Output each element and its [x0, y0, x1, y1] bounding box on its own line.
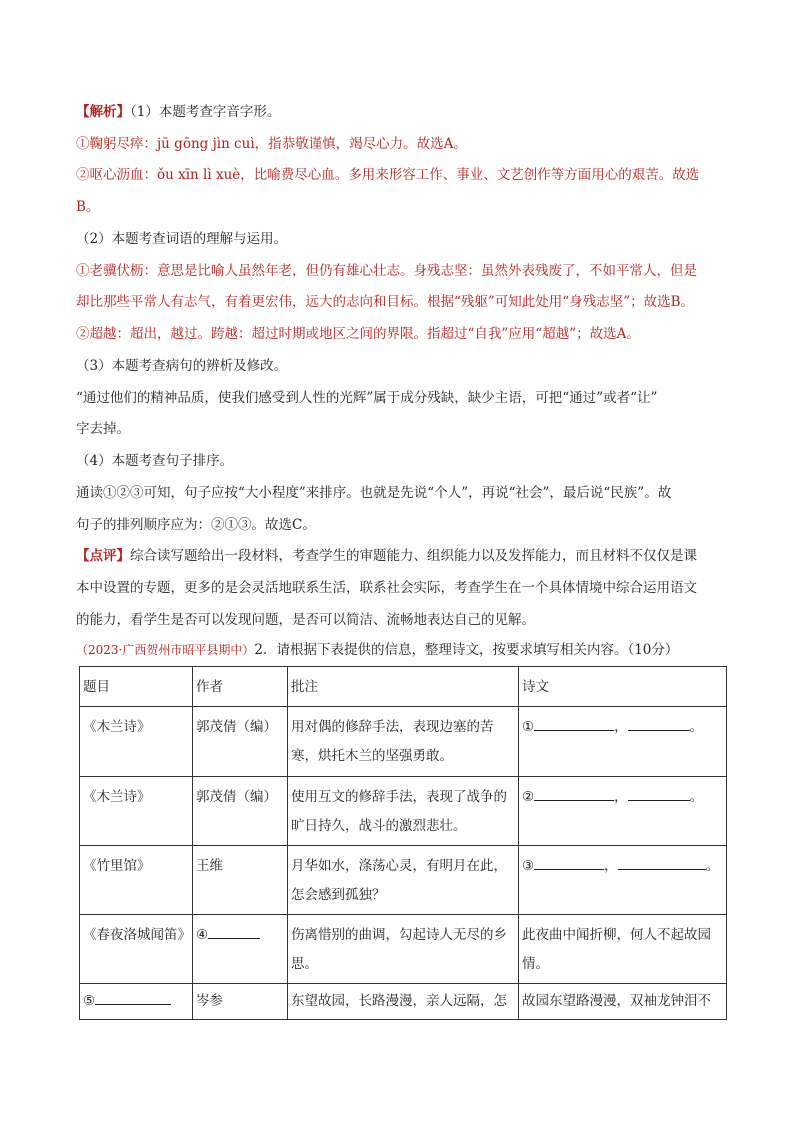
- row3-poem-cell: [519, 846, 727, 915]
- row2-poem-num: ②: [522, 789, 535, 805]
- row2-poem-cell: [519, 777, 727, 846]
- analysis-line-1: [76, 102, 280, 122]
- row1-sep: ，: [614, 719, 628, 735]
- question-source: （2023·广西贺州市昭平县期中）: [76, 643, 255, 657]
- q1-intro: （1）本题考查字音字形。: [130, 104, 281, 120]
- row3-blank-2[interactable]: [618, 855, 706, 870]
- row4-poem: 此夜曲中闻折柳，何人不起故园情。: [519, 915, 727, 984]
- row2-note: 使用互文的修辞手法，表现了战争的旷日持久，战斗的激烈悲壮。: [288, 777, 519, 846]
- q3-intro: （3）本题考查病句的辨析及修改。: [76, 358, 288, 374]
- row1-title: 《木兰诗》: [80, 707, 193, 777]
- row3-blank-1[interactable]: [534, 855, 604, 870]
- analysis-tag: 【解析】: [76, 104, 130, 120]
- row1-author: 郭茂倩（编）: [193, 707, 288, 777]
- comment-line-3: 的能力，看学生是否可以发现问题，是否可以简洁、流畅地表达自己的见解。: [76, 612, 535, 628]
- table-header-row: [80, 667, 727, 707]
- header-author: 作者: [193, 667, 288, 707]
- q4-text-line2: 句子的排列顺序应为：②①③。故选C。: [76, 517, 316, 533]
- q2-answer-a-line2: 却比那些平常人有志气，有着更宏伟，远大的志向和目标。根据“残躯”可知此处用“身残志坚”；故选B。: [76, 294, 695, 310]
- table-row: [80, 777, 727, 846]
- table-row: [80, 984, 727, 1020]
- comment-line-1: [76, 546, 697, 566]
- table-row: [80, 915, 727, 984]
- q3-text-line2: 字去掉。: [76, 421, 130, 437]
- row4-author-num: ④: [196, 927, 209, 943]
- row1-blank-1[interactable]: [534, 716, 614, 731]
- row2-author: 郭茂倩（编）: [193, 777, 288, 846]
- row1-end: 。: [689, 719, 704, 735]
- q1-answer-b-line2: B。: [76, 199, 100, 215]
- q3-text-line1: “通过他们的精神品质，使我们感受到人性的光辉”属于成分残缺，缺少主语，可把“通过”或者“让”: [76, 390, 658, 406]
- row3-note: 月华如水，涤荡心灵，有明月在此，怎会感到孤独？: [288, 846, 519, 915]
- question-line: [76, 640, 678, 660]
- q1-answer-a: ①鞠躬尽瘁：jū gōng jìn cuì，指恭敬谨慎，竭尽心力。故选A。: [76, 136, 467, 152]
- row5-note: 东望故园，长路漫漫，亲人远隔，怎: [288, 984, 519, 1020]
- row2-title: 《木兰诗》: [80, 777, 193, 846]
- row1-poem-num: ①: [522, 719, 535, 735]
- row2-blank-1[interactable]: [534, 786, 614, 801]
- table-row: [80, 707, 727, 777]
- comment-tag: 【点评】: [76, 548, 130, 564]
- header-poem: 诗文: [519, 667, 727, 707]
- row3-end: 。: [705, 858, 720, 874]
- q2-intro: （2）本题考查词语的理解与运用。: [76, 231, 288, 247]
- q4-text-line1: 通读①②③可知，句子应按“大小程度”来排序。也就是先说“个人”，再说“社会”，最后说“民族”。故: [76, 485, 672, 501]
- row4-note: 伤离惜别的曲调，勾起诗人无尽的乡思。: [288, 915, 519, 984]
- row1-blank-2[interactable]: [628, 716, 690, 731]
- row2-blank-2[interactable]: [628, 786, 690, 801]
- header-title: 题目: [80, 667, 193, 707]
- q4-intro: （4）本题考查句子排序。: [76, 453, 234, 469]
- row4-author-blank[interactable]: [208, 924, 260, 939]
- row3-poem-num: ③: [522, 858, 535, 874]
- question-text: 2．请根据下表提供的信息，整理诗文，按要求填写相关内容。（10分）: [254, 642, 679, 658]
- row1-poem-cell: [519, 707, 727, 777]
- row2-sep: ，: [614, 789, 628, 805]
- row5-title-cell: [80, 984, 193, 1020]
- row5-author: 岑参: [193, 984, 288, 1020]
- row2-end: 。: [689, 789, 704, 805]
- q1-answer-b-line1: ②呕心沥血：ǒu xīn lì xuè，比喻费尽心血。多用来形容工作、事业、文艺创作等方面用心的艰苦。故选: [76, 167, 700, 183]
- header-note: 批注: [288, 667, 519, 707]
- row5-title-blank[interactable]: [95, 990, 171, 1005]
- comment-text-1: 综合读写题给出一段材料，考查学生的审题能力、组织能力以及发挥能力，而且材料不仅仅是课: [130, 548, 697, 564]
- q2-answer-b: ②超越：超出，越过。跨越：超过时期或地区之间的界限。指超过“自我”应用“超越”；故选A。: [76, 326, 640, 342]
- row1-note: 用对偶的修辞手法，表现边塞的苦寒，烘托木兰的坚强勇敢。: [288, 707, 519, 777]
- row3-sep: ，: [604, 858, 618, 874]
- row5-title-num: ⑤: [83, 993, 96, 1009]
- row3-author: 王维: [193, 846, 288, 915]
- poem-table: [79, 666, 727, 1020]
- row4-title: 《春夜洛城闻笛》: [80, 915, 193, 984]
- comment-line-2: 本中设置的专题，更多的是会灵活地联系生活，联系社会实际，考查学生在一个具体情境中综合运用语文: [76, 580, 697, 596]
- row3-title: 《竹里馆》: [80, 846, 193, 915]
- row4-author-cell: [193, 915, 288, 984]
- row5-poem: 故园东望路漫漫，双袖龙钟泪不: [519, 984, 727, 1020]
- table-row: [80, 846, 727, 915]
- q2-answer-a-line1: ①老骥伏枥：意思是比喻人虽然年老，但仍有雄心壮志。身残志坚：虽然外表残废了，不如平常人，但是: [76, 263, 697, 279]
